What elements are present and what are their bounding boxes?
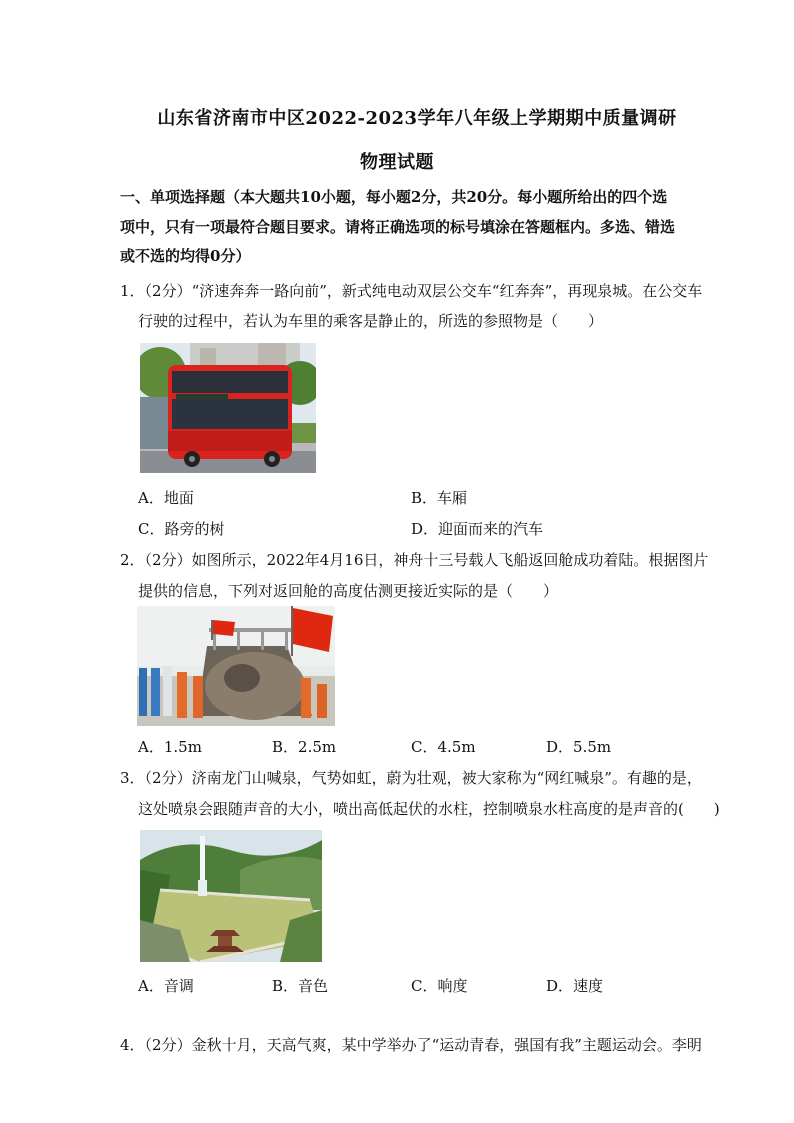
question-1-bus-image bbox=[140, 343, 316, 473]
page-title-line2: 物理试题 bbox=[360, 152, 434, 173]
question-2-line2: 提供的信息，下列对返回舱的高度估测更接近实际的是（ ） bbox=[138, 582, 559, 600]
question-1-line2: 行驶的过程中，若认为车里的乘客是静止的，所选的参照物是（ ） bbox=[138, 312, 604, 330]
question-3-option-b: B．音色 bbox=[272, 977, 329, 995]
question-1-line1: 1．（2分）“济速奔奔一路向前”，新式纯电动双层公交车“红奔奔”，再现泉城。在公交车 bbox=[120, 282, 703, 300]
question-2-option-d: D．5.5m bbox=[546, 738, 612, 756]
page-title-line1: 山东省济南市中区2022-2023学年八年级上学期期中质量调研 bbox=[157, 108, 677, 129]
question-2-option-b: B．2.5m bbox=[272, 738, 337, 756]
question-3-line1: 3．（2分）济南龙门山喊泉，气势如虹，蔚为壮观，被大家称为“网红喊泉”。有趣的是， bbox=[120, 769, 702, 787]
section-heading: 一、单项选择题（本大题共10小题，每小题2分，共20分。每小题所给出的四个选项中，只有一项最符合题目要求。请将正确选项的标号填涂在答题框内。多选、错选或不选的均得0分） bbox=[120, 188, 676, 265]
question-2-option-c: C．4.5m bbox=[411, 738, 476, 756]
question-3-fountain-image bbox=[140, 830, 322, 962]
question-1-option-b: B．车厢 bbox=[411, 489, 468, 507]
question-3-option-d: D．速度 bbox=[546, 977, 604, 995]
question-3-line2: 这处喷泉会跟随声音的大小，喷出高低起伏的水柱，控制喷泉水柱高度的是声音的( ) bbox=[138, 800, 720, 818]
question-4-line1: 4．（2分）金秋十月，天高气爽，某中学举办了“运动青春，强国有我”主题运动会。李明 bbox=[120, 1036, 702, 1054]
question-1-option-d: D．迎面而来的汽车 bbox=[411, 520, 544, 538]
question-2-option-a: A．1.5m bbox=[138, 738, 202, 756]
question-2-capsule-image bbox=[137, 606, 335, 726]
question-1-option-a: A．地面 bbox=[138, 489, 194, 507]
question-2-line1: 2．（2分）如图所示，2022年4月16日，神舟十三号载人飞船返回舱成功着陆。根据图片 bbox=[120, 551, 709, 569]
question-1-option-c: C．路旁的树 bbox=[138, 520, 225, 538]
question-3-option-a: A．音调 bbox=[138, 977, 194, 995]
question-3-option-c: C．响度 bbox=[411, 977, 468, 995]
